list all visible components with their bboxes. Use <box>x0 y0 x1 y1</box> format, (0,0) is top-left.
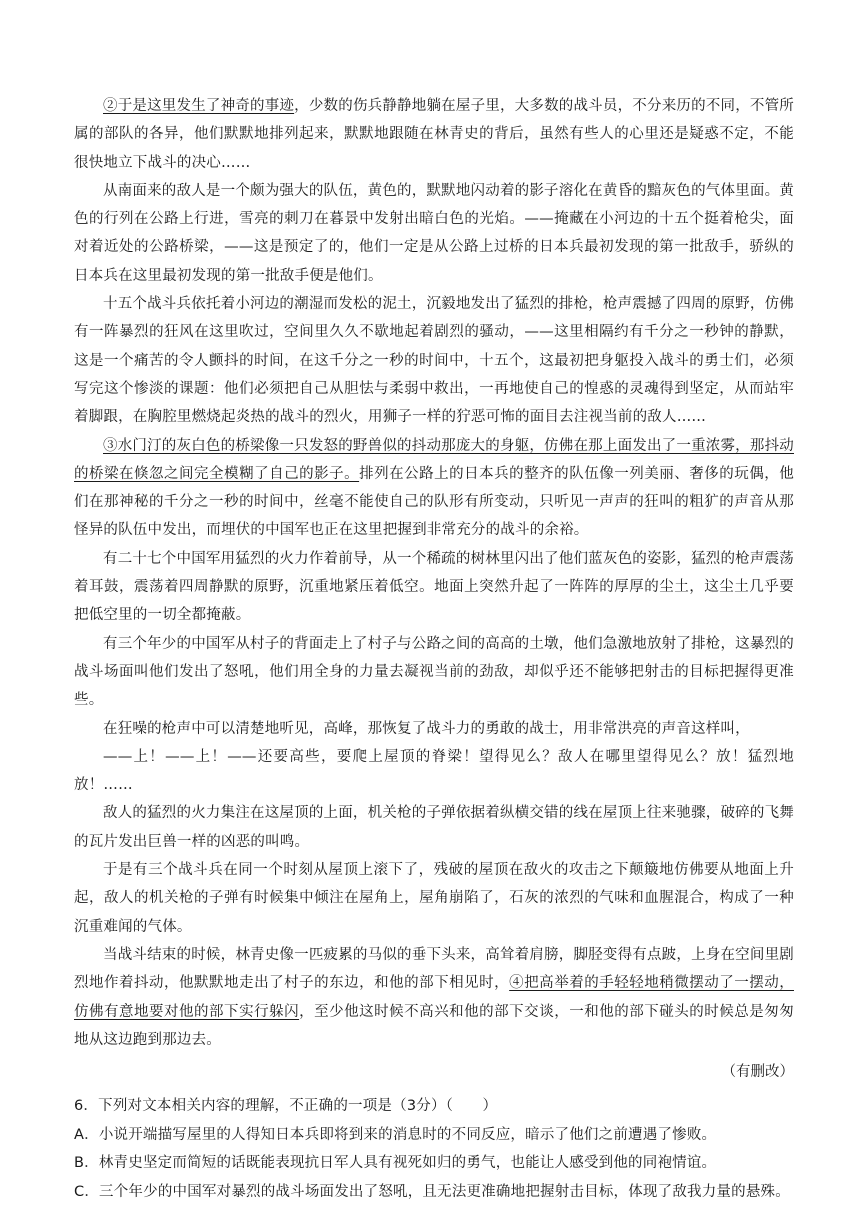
paragraph-7: 在狂噪的枪声中可以清楚地听见，高峰，那恢复了战斗力的勇敢的战士，用非常洪亮的声音这样叫， <box>103 720 750 737</box>
option-a[interactable]: A．小说开端描写屋里的人得知日本兵即将到来的消息时的不同反应，暗示了他们之前遭遇了惨败。 <box>74 1126 717 1143</box>
paragraph-9: 敌人的猛烈的火力集注在这屋顶的上面，机关枪的子弹依据着纵横交错的线在屋顶上往来驰骤，破碎的飞舞的瓦片发出巨兽一样的凶恶的叫鸣。 <box>74 805 794 850</box>
underlined-sentence-3: ③水门汀的灰白色的桥梁像一只发怒的野兽似的抖动那庞大的身躯，仿佛在那上面发出了一重浓雾，那抖动的桥梁在倏忽之间完全模糊了自己的影子。 <box>74 437 794 482</box>
paragraph-4: ③水门汀的灰白色的桥梁像一只发怒的野兽似的抖动那庞大的身躯，仿佛在那上面发出了一重浓雾，那抖动的桥梁在倏忽之间完全模糊了自己的影子。排列在公路上的日本兵的整齐的队伍像一列美丽、奢侈的玩偶，他们在那神秘的千分之一秒的时间中，丝毫不能使自己的队形有所变动，只听见一声声的狂叫的粗犷的声音从那怪异的队伍中发出，而埋伏的中国军也正在这里把握到非常充分的战斗的余裕。 <box>74 437 794 539</box>
underlined-sentence-2: ②于是这里发生了神奇的事迹 <box>103 98 295 114</box>
paragraph-10: 于是有三个战斗兵在同一个时刻从屋顶上滚下了，残破的屋顶在敌火的攻击之下颠簸地仿佛要从地面上升起，敌人的机关枪的子弹有时候集中倾注在屋角上，屋角崩陷了，石灰的浓烈的气味和血腥混合，构成了一种沉重难闻的气体。 <box>74 862 794 935</box>
source-note: （有删改） <box>721 1064 794 1081</box>
option-b[interactable]: B．林青史坚定而简短的话既能表现抗日军人具有视死如归的勇气，也能让人感受到他的同袍情谊。 <box>74 1155 717 1172</box>
paragraph-6: 有三个年少的中国军从村子的背面走上了村子与公路之间的高高的土墩，他们急激地放射了排枪，这暴烈的战斗场面叫他们发出了怒吼，他们用全身的力量去凝视当前的劲敌，却似乎还不能够把射击的目标把握得更准些。 <box>74 635 794 709</box>
option-c[interactable]: C．三个年少的中国军对暴烈的战斗场面发出了怒吼，且无法更准确地把握射击目标，体现了敌我力量的悬殊。 <box>74 1183 790 1200</box>
paragraph-1: ②于是这里发生了神奇的事迹，少数的伤兵静静地躺在屋子里，大多数的战斗员，不分来历的不同，不管所属的部队的各异，他们默默地排列起来，默默地跟随在林青史的背后，虽然有些人的心里还是疑惑不定，不能很快地立下战斗的决心…… <box>74 98 795 171</box>
question-stem: 6．下列对文本相关内容的理解，不正确的一项是（3分）（ ） <box>74 1098 498 1115</box>
article-body <box>74 92 794 1206</box>
underlined-sentence-4: ④把高举着的手轻轻地稍微摆动了一摆动，仿佛有意地要对他的部下实行躲闪 <box>74 975 794 1020</box>
paragraph-2: 从南面来的敌人是一个颇为强大的队伍，黄色的，默默地闪动着的影子溶化在黄昏的黯灰色的气体里面。黄色的行列在公路上行进，雪亮的刺刀在暮景中发射出暗白色的光焰。——掩藏在小河边的十五个挺着枪尖，面对着近处的公路桥梁，——这是预定了的，他们一定是从公路上过桥的日本兵最初发现的第一批敌手，骄纵的日本兵在这里最初发现的第一批敌手便是他们。 <box>74 182 794 284</box>
paragraph-8-dialogue: ——上！——上！——还要高些，要爬上屋顶的脊梁！望得见么？敌人在哪里望得见么？放！猛烈地放！…… <box>74 748 794 794</box>
paragraph-3: 十五个战斗兵依托着小河边的潮湿而发松的泥土，沉毅地发出了猛烈的排枪，枪声震撼了四周的原野，仿佛有一阵暴烈的狂风在这里吹过，空间里久久不歇地起着剧烈的骚动，——这里相隔约有千分之一秒钟的静默，这是一个痛苦的令人颤抖的时间，在这千分之一秒的时间中，十五个，这最初把身躯投入战斗的勇士们，必须写完这个惨淡的课题：他们必须把自己从胆怯与柔弱中救出，一再地使自己的惶惑的灵魂得到坚定，从而站牢着脚跟，在胸腔里燃烧起炎热的战斗的烈火，用狮子一样的狞恶可怖的面目去注视当前的敌人…… <box>74 296 794 426</box>
question-6 <box>74 1092 794 1206</box>
paragraph-11: 当战斗结束的时候，林青史像一匹疲累的马似的垂下头来，高耸着肩膀，脚胫变得有点跛，上身在空间里剧烈地作着抖动，他默默地走出了村子的东边，和他的部下相见时，④把高举着的手轻轻地稍微摆动了一摆动，仿佛有意地要对他的部下实行躲闪，至少他这时候不高兴和他的部下交谈，一和他的部下碰头的时候总是匆匆地从这边跑到那边去。 <box>74 946 794 1048</box>
paragraph-5: 有二十七个中国军用猛烈的火力作着前导，从一个稀疏的树林里闪出了他们蓝灰色的姿影，猛烈的枪声震荡着耳鼓，震荡着四周静默的原野，沉重地紧压着低空。地面上突然升起了一阵阵的厚厚的尘土，这尘土几乎要把低空里的一切全都掩蔽。 <box>74 550 794 624</box>
